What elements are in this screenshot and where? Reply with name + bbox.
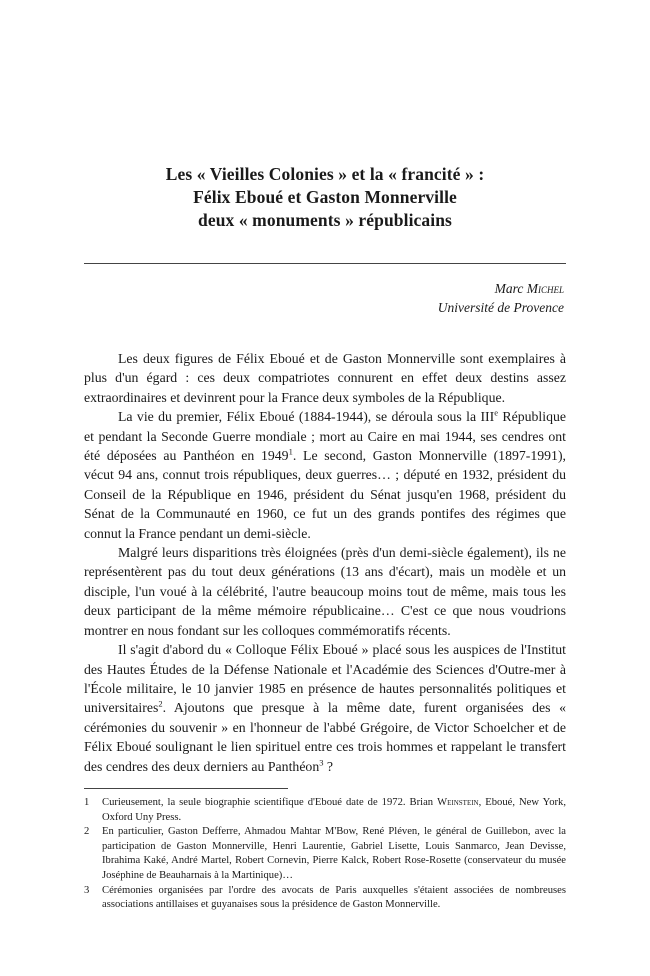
footnote-ref-2: 2 (158, 698, 163, 709)
footnote-number: 2 (84, 826, 90, 838)
footnote-3: 3 Cérémonies organisées par l'ordre des avocats de Paris auxquelles s'étaient associées de nombreuses associations antillaises et guyanaises sous la présidence de Gaston Monnerville. (84, 884, 566, 911)
title-line-2: Félix Eboué et Gaston Monnerville (193, 187, 457, 207)
footnote-number: 1 (84, 797, 90, 808)
paragraph-3: Malgré leurs disparitions très éloignées (près d'un demi-siècle également), ils ne représentèrent pas du tout deux générations (13 ans d'écart), mais un modèle et un disciple, l'un voué à la célébrité, l'autre beaucoup moins tout de même, mais tous les deux participant de la même mémoire républicaine… C'est ce que nous voudrions montrer en nous fondant sur les colloques commémoratifs récents. (84, 545, 566, 638)
paragraph-1: Les deux figures de Félix Eboué et de Gaston Monnerville sont exemplaires à plus d'un égard : ces deux compatriotes connurent en effet deux destins assez extraordinaires et devinrent pour la France deux symboles de la République. (84, 351, 566, 405)
footnote-ref-1: 1 (288, 446, 293, 457)
article-body (84, 349, 566, 776)
footnote-1: 1 Curieusement, la seule biographie scientifique d'Eboué date de 1972. Brian Weinstein, Eboué, New York, Oxford Uny Press. (84, 797, 566, 823)
author-affiliation: Université de Provence (437, 300, 564, 315)
footnote-2: 2 En particulier, Gaston Defferre, Ahmadou Mahtar M'Bow, René Pléven, le général de Guillebon, avec la participation de Gaston Monnerville, Henri Laurentie, Gabriel Lisette, Louis Sanmarco, Jean Devisse, Ibrahima Kaké, André Martel, Robert Cornevin, Pierre Kalck, Robert Rose-Rosette (conservateur du musée Joséphine de Beauharnais à la Martinique)… (84, 826, 566, 881)
title-line-3: deux « monuments » républicains (198, 210, 452, 230)
footnotes (84, 796, 566, 913)
author-first-name: Marc (494, 281, 524, 296)
title-divider (84, 263, 566, 264)
author-last-name: Michel (526, 281, 564, 296)
author-name (438, 279, 564, 298)
author-block (438, 279, 564, 317)
footnote-divider (84, 788, 288, 789)
paragraph-4: Il s'agit d'abord du « Colloque Félix Eboué » placé sous les auspices de l'Institut des Hautes Études de la Défense Nationale et l'Académie des Sciences d'Outre-mer à l'École militaire, le 10 janvier 1985 en présence de hautes personnalités politiques et universitaires$^2$. Ajoutons que presque à la même date, furent organisées des « cérémonies du souvenir » en l'honneur de l'abbé Grégoire, de Victor Schoelcher et de Félix Eboué soulignant le lien spirituel entre ces trois hommes et rappelant le transfert des cendres des deux derniers au Panthéon$^3$ ? (84, 642, 566, 774)
footnote-number: 3 (84, 884, 90, 896)
cited-author: Weinstein (437, 797, 479, 808)
article-title (60, 163, 590, 232)
title-line-1: Les « Vieilles Colonies » et la « francité » : (165, 164, 485, 184)
footnote-ref-3: 3 (319, 756, 324, 767)
paragraph-2: La vie du premier, Félix Eboué (1884-1944), se déroula sous la IIIe République et pendant la Seconde Guerre mondiale ; mort au Caire en mai 1944, ses cendres ont été déposées au Panthéon en 1949$^1$. Le second, Gaston Monnerville (1897-1991), vécut 94 ans, connut trois républiques, deux guerres… ; député en 1932, président du Conseil de la République en 1946, président du Sénat jusqu'en 1968, président du Sénat de la Communauté en 1960, ce fut un des grands pontifes des régimes que connut la France pendant un demi-siècle. (84, 407, 567, 541)
ordinal-superscript: e (494, 407, 499, 418)
